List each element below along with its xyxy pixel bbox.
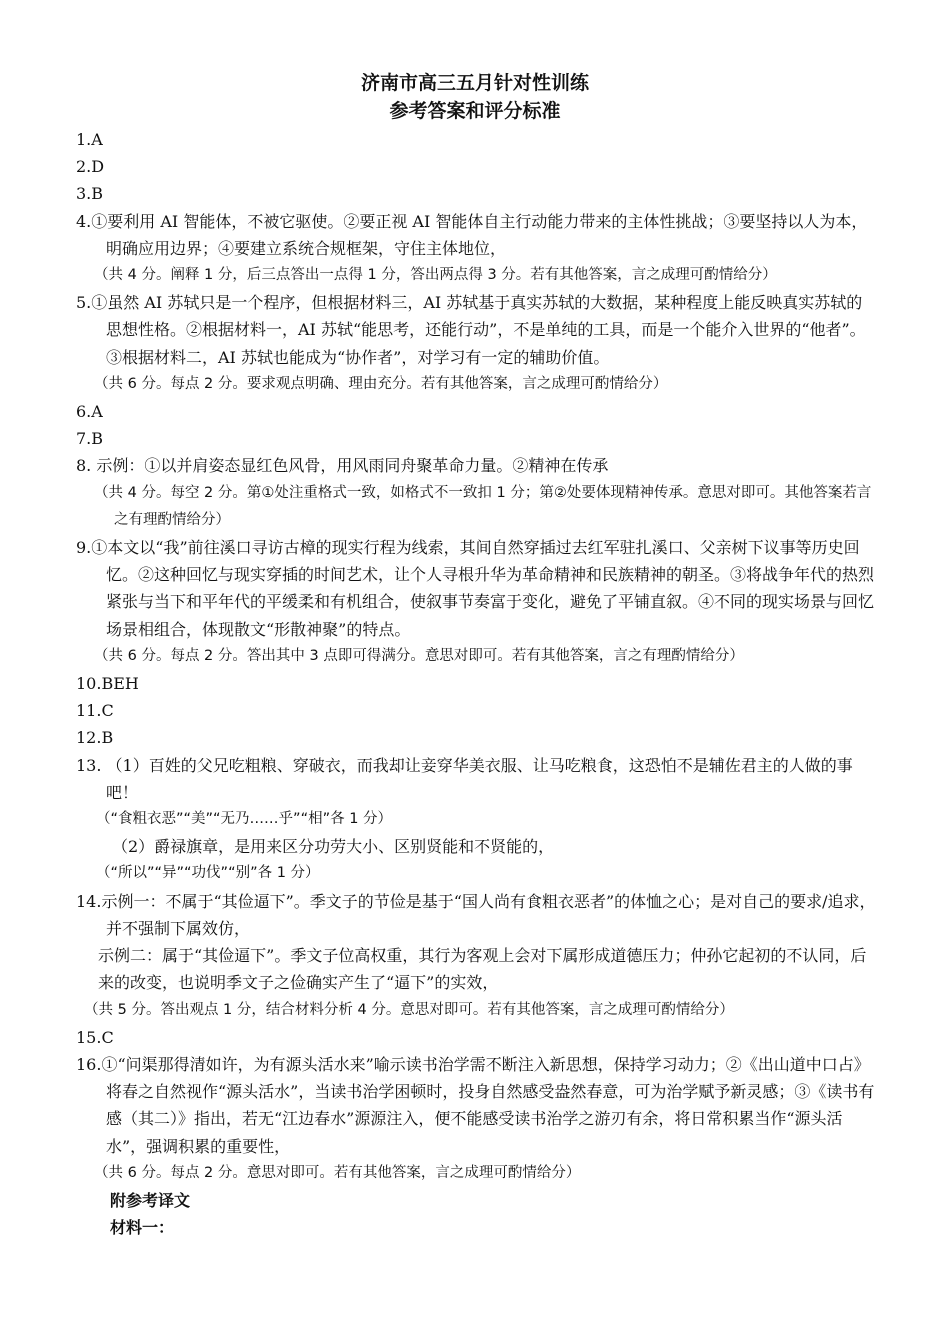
answer-8: 8. 示例：①以并肩姿态显红色风骨，用风雨同舟聚革命力量。②精神在传承 bbox=[76, 456, 609, 476]
answer-2: 2.D bbox=[76, 157, 105, 177]
scoring-note-4: （共 4 分。阐释 1 分，后三点答出一点得 1 分，答出两点得 3 分。若有其他答案，言之成理可酌情给分） bbox=[94, 267, 777, 284]
answer-6: 6.A bbox=[76, 402, 103, 422]
scoring-note-13-1: （“食粗衣恶”“美”“无乃……乎”“相”各 1 分） bbox=[96, 811, 393, 828]
document-title: 济南市高三五月针对性训练 bbox=[360, 72, 589, 94]
answer-11: 11.C bbox=[76, 701, 114, 721]
answer-12: 12.B bbox=[76, 728, 114, 748]
answer-list bbox=[76, 126, 876, 1241]
answer-1: 1.A bbox=[76, 130, 103, 149]
scoring-note-14: （共 5 分。答出观点 1 分，结合材料分析 4 分。意思对即可。若有其他答案，言之成理可酌情给分） bbox=[84, 1001, 734, 1018]
answer-15: 15.C bbox=[76, 1027, 114, 1047]
answer-14-example-1: 14.示例一：不属于“其俭逼下”。季文子的节俭是基于“国人尚有食粗衣恶者”的体恤之心；是对自己的要求/追求，并不强制下属效仿， bbox=[76, 891, 876, 938]
answer-5: 5.①虽然 AI 苏轼只是一个程序，但根据材料三，AI 苏轼基于真实苏轼的大数据，某种程度上能反映真实苏轼的思想性格。②根据材料一，AI 苏轼“能思考，还能行动”，不是单纯的工具，而是一个能介入世界的“他者”。③根据材料二，AI 苏轼也能成为“协作者”，对学习有一定的辅助价值。 bbox=[76, 293, 866, 367]
answer-4: 4.①要利用 AI 智能体，不被它驱使。②要正视 AI 智能体自主行动能力带来的主体性挑战；③要坚持以人为本，明确应用边界；④要建立系统合规框架，守住主体地位， bbox=[76, 211, 868, 258]
answer-14-example-2: 示例二：属于“其俭逼下”。季文子位高权重，其行为客观上会对下属形成道德压力；仲孙它起初的不认同，后来的改变，也说明季文子之俭确实产生了“逼下”的实效， bbox=[98, 946, 867, 993]
material-one-heading: 材料一： bbox=[110, 1218, 175, 1238]
answer-3: 3.B bbox=[76, 184, 104, 204]
scoring-note-13-2: （“所以”“异”“功伐”“别”各 1 分） bbox=[96, 865, 320, 882]
appendix-heading: 附参考译文 bbox=[110, 1190, 191, 1210]
answer-10: 10.BEH bbox=[76, 674, 139, 694]
document-subtitle: 参考答案和评分标准 bbox=[389, 100, 561, 122]
scoring-note-9: （共 6 分。每点 2 分。答出其中 3 点即可得满分。意思对即可。若有其他答案，言之有理酌情给分） bbox=[94, 647, 744, 664]
answer-13-part-1: 13. （1）百姓的父兄吃粗粮、穿破衣，而我却让妾穿华美衣服、让马吃粮食，这恐怕不是辅佐君主的人做的事吧！ bbox=[76, 755, 853, 802]
answer-7: 7.B bbox=[76, 429, 104, 449]
answer-16: 16.①“问渠那得清如许，为有源头活水来”喻示读书治学需不断注入新思想，保持学习动力；②《出山道中口占》将春之自然视作“源头活水”，当读书治学困顿时，投身自然感受盎然春意，可为治学赋予新灵感；③《读书有感（其二）》指出，若无“江边春水”源源注入，便不能感受读书治学之游刃有余，将日常积累当作“源头活水”，强调积累的重要性， bbox=[76, 1054, 875, 1156]
scoring-note-5: （共 6 分。每点 2 分。要求观点明确、理由充分。若有其他答案，言之成理可酌情给分） bbox=[94, 375, 668, 392]
answer-13-part-2: （2）爵禄旗章，是用来区分功劳大小、区别贤能和不贤能的， bbox=[112, 837, 555, 857]
answer-9: 9.①本文以“我”前往溪口寻访古樟的现实行程为线索，其间自然穿插过去红军驻扎溪口、父亲树下议事等历史回忆。②这种回忆与现实穿插的时间艺术，让个人寻根升华为革命精神和民族精神的朝圣。③将战争年代的热烈紧张与当下和平年代的平缓柔和有机组合，使叙事节奏富于变化，避免了平铺直叙。④不同的现实场景与回忆场景相组合，体现散文“形散神聚”的特点。 bbox=[76, 538, 875, 639]
scoring-note-8: （共 4 分。每空 2 分。第①处注重格式一致，如格式不一致扣 1 分；第②处要体现精神传承。意思对即可。其他答案若言之有理酌情给分） bbox=[94, 484, 872, 528]
scoring-note-16: （共 6 分。每点 2 分。意思对即可。若有其他答案，言之成理可酌情给分） bbox=[94, 1164, 581, 1181]
